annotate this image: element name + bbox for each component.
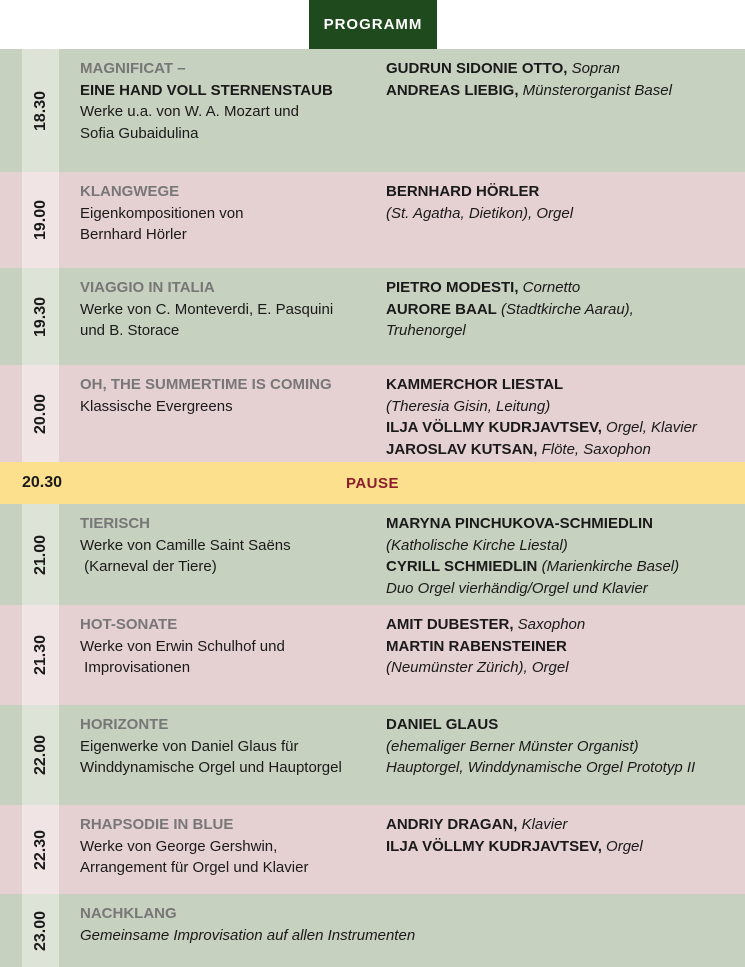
performer-role: (Stadtkirche Aarau), (496, 300, 634, 318)
performer-line (386, 535, 741, 557)
program-description: Gemeinsame Improvisation auf allen Instrumenten (80, 926, 416, 944)
time-label: 18.30 (31, 90, 49, 131)
program-header: PROGRAMM (309, 0, 437, 49)
program-row (0, 605, 745, 705)
performer-line (386, 636, 741, 658)
program-title: RHAPSODIE IN BLUE (80, 816, 234, 833)
performer-list (386, 814, 741, 857)
performer-list (386, 277, 741, 342)
performer-name: DANIEL GLAUS (386, 716, 499, 733)
time-column (22, 705, 59, 805)
program-title: OH, THE SUMMERTIME IS COMING (80, 376, 332, 393)
performer-line (386, 513, 741, 535)
program-row (0, 705, 745, 805)
program-description: Improvisationen (80, 659, 191, 676)
program-row (0, 172, 745, 268)
program-description: Arrangement für Orgel und Klavier (80, 859, 309, 876)
program-description: Werke von C. Monteverdi, E. Pasquini (80, 300, 334, 318)
program-row (0, 805, 745, 894)
time-column (22, 894, 59, 967)
time-label: 22.00 (31, 734, 49, 776)
time-label: 23.00 (31, 910, 49, 951)
pause-label: PAUSE (345, 474, 400, 492)
performer-name: ANDREAS LIEBIG, (386, 81, 519, 99)
program-title: VIAGGIO IN ITALIA (80, 279, 215, 296)
program-info (80, 58, 375, 144)
performer-list (386, 614, 741, 679)
performer-line (386, 614, 741, 636)
time-label: 19.00 (31, 199, 49, 241)
time-label: 21.30 (31, 634, 49, 676)
performer-role: Cornetto (518, 279, 581, 296)
performer-line (386, 439, 741, 461)
performer-list (386, 58, 741, 101)
performer-role: Flöte, Saxophon (537, 440, 651, 458)
performer-name: ILJA VÖLLMY KUDRJAVTSEV, (386, 837, 602, 855)
program-title: HORIZONTE (80, 716, 169, 733)
time-column (22, 365, 59, 462)
program-info (80, 277, 375, 342)
program-description: Klassische Evergreens (80, 397, 233, 415)
performer-line (386, 374, 741, 396)
performer-role: Sopran (567, 60, 620, 77)
performer-role: Klavier (517, 816, 568, 833)
performer-role: Saxophon (513, 616, 586, 633)
time-label: 21.00 (31, 534, 49, 575)
performer-name: JAROSLAV KUTSAN, (386, 440, 538, 458)
performer-name: MARTIN RABENSTEINER (386, 637, 567, 655)
time-column (22, 268, 59, 365)
program-description: Werke von George Gershwin, (80, 837, 278, 855)
time-column (22, 49, 59, 172)
program-description: Winddynamische Orgel und Hauptorgel (80, 759, 342, 776)
program-description: Eigenkompositionen von (80, 204, 244, 222)
performer-name: ANDRIY DRAGAN, (386, 816, 518, 833)
performer-line (386, 657, 741, 679)
performer-list (386, 714, 741, 779)
program-title: HOT-SONATE (80, 616, 178, 633)
time-label: 19.30 (31, 296, 49, 337)
program-info (80, 714, 375, 779)
performer-list (386, 513, 741, 599)
program-table (0, 49, 745, 967)
performer-line (386, 578, 741, 600)
time-column (22, 504, 59, 605)
performer-role: Münsterorganist Basel (518, 81, 672, 99)
performer-line (386, 58, 741, 80)
program-description: Eigenwerke von Daniel Glaus für (80, 737, 299, 755)
program-row (0, 49, 745, 172)
performer-name: GUDRUN SIDONIE OTTO, (386, 60, 568, 77)
program-description: Werke u.a. von W. A. Mozart und (80, 103, 299, 120)
performer-list (386, 181, 741, 224)
performer-role: (St. Agatha, Dietikon), Orgel (386, 204, 574, 222)
performer-line (386, 396, 741, 418)
performer-role: Truhenorgel (386, 322, 466, 339)
performer-line (386, 203, 741, 225)
performer-line (386, 836, 741, 858)
program-title: KLANGWEGE (80, 183, 180, 200)
performer-name: ILJA VÖLLMY KUDRJAVTSEV, (386, 419, 602, 436)
program-row (0, 268, 745, 365)
performer-line (386, 320, 741, 342)
performer-role: (ehemaliger Berner Münster Organist) (386, 737, 639, 755)
program-info (80, 181, 375, 246)
performer-line (386, 299, 741, 321)
time-label: 20.30 (22, 474, 63, 491)
performer-name: MARYNA PINCHUKOVA-SCHMIEDLIN (386, 515, 653, 532)
performer-line (386, 80, 741, 102)
performer-role: (Neumünster Zürich), Orgel (386, 659, 569, 676)
program-title: TIERISCH (80, 515, 151, 532)
program-description: und B. Storace (80, 322, 180, 339)
performer-name: CYRILL SCHMIEDLIN (386, 558, 538, 575)
program-row (0, 365, 745, 462)
performer-line (386, 417, 741, 439)
program-info (80, 903, 720, 946)
time-column (22, 605, 59, 705)
time-label: 22.30 (31, 829, 49, 870)
performer-line (386, 757, 741, 779)
performer-name: AMIT DUBESTER, (386, 616, 514, 633)
program-row (0, 894, 745, 967)
pause-row (0, 462, 745, 504)
performer-name: BERNHARD HÖRLER (386, 183, 540, 200)
performer-line (386, 556, 741, 578)
program-description: Sofia Gubaidulina (80, 124, 199, 142)
performer-role: Duo Orgel vierhändig/Orgel und Klavier (386, 579, 648, 597)
performer-name: PIETRO MODESTI, (386, 279, 519, 296)
program-info (80, 614, 375, 679)
performer-role: Orgel, Klavier (601, 419, 697, 436)
performer-line (386, 736, 741, 758)
program-info (80, 814, 375, 879)
performer-list (386, 374, 741, 460)
performer-role: Orgel (601, 837, 643, 855)
program-title: NACHKLANG (80, 905, 177, 922)
performer-role: Hauptorgel, Winddynamische Orgel Prototyp II (386, 759, 696, 776)
performer-role: (Katholische Kirche Liestal) (386, 536, 568, 554)
program-info (80, 513, 375, 578)
performer-name: AURORE BAAL (386, 300, 497, 318)
program-description: Werke von Erwin Schulhof und (80, 637, 285, 655)
program-info (80, 374, 375, 417)
time-label: 20.00 (31, 393, 49, 434)
program-description: Werke von Camille Saint Saëns (80, 536, 291, 554)
performer-line (386, 277, 741, 299)
performer-line (386, 814, 741, 836)
performer-line (386, 181, 741, 203)
performer-name: KAMMERCHOR LIESTAL (386, 376, 564, 393)
time-column (22, 172, 59, 268)
program-title: MAGNIFICAT – (80, 60, 186, 77)
program-row (0, 504, 745, 605)
program-subtitle: EINE HAND VOLL STERNENSTAUB (80, 81, 333, 99)
performer-role: (Theresia Gisin, Leitung) (386, 397, 551, 415)
performer-line (386, 714, 741, 736)
program-description: Bernhard Hörler (80, 226, 187, 243)
performer-role: (Marienkirche Basel) (537, 558, 680, 575)
time-column (22, 805, 59, 894)
program-description: (Karneval der Tiere) (80, 558, 217, 575)
